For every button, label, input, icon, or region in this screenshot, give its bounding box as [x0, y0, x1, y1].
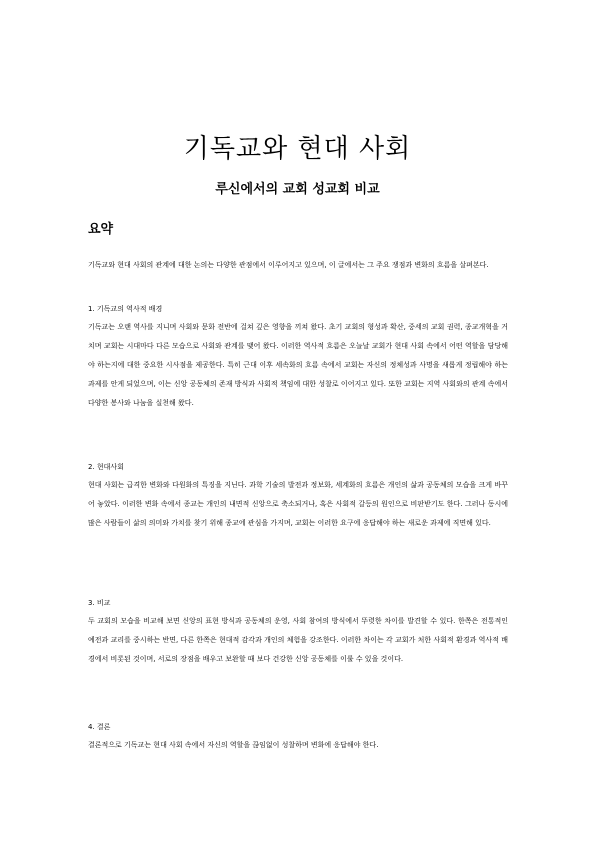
intro-paragraph: 기독교와 현대 사회의 관계에 대한 논의는 다양한 관점에서 이루어지고 있으며, 이 글에서는 그 주요 쟁점과 변화의 흐름을 살펴본다.: [88, 261, 489, 269]
section-heading-2: 2. 현대사회: [88, 463, 124, 471]
section-heading-3: 3. 비교: [88, 599, 111, 607]
section-heading-1: 1. 기독교의 역사적 배경: [88, 305, 163, 313]
document-subtitle: 루신에서의 교회 성교회 비교: [215, 182, 380, 197]
section-body-2: 현대 사회는 급격한 변화와 다원화의 특징을 지닌다. 과학 기술의 발전과 정보화, 세계화의 흐름은 개인의 삶과 공동체의 모습을 크게 바꾸어 놓았다. 이러한 변화 속에서 종교는 개인의 내면적 신앙으로 축소되거나, 혹은 사회적 갈등의 원인으로 비판받기도 한다. 그러나 동시에 많은 사람들이 삶의 의미와 가치를 찾기 위해 종교에 관심을 가지며, 교회는 이러한 요구에 응답해야 하는 새로운 과제에 직면해 있다.: [88, 481, 508, 527]
document-title: 기독교와 현대 사회: [183, 134, 412, 164]
section-body-1: 기독교는 오랜 역사를 지니며 사회와 문화 전반에 걸쳐 깊은 영향을 끼쳐 왔다. 초기 교회의 형성과 확산, 중세의 교회 권력, 종교개혁을 거치며 교회는 시대마다 다른 모습으로 사회와 관계를 맺어 왔다. 이러한 역사적 흐름은 오늘날 교회가 현대 사회 속에서 어떤 역할을 담당해야 하는지에 대한 중요한 시사점을 제공한다. 특히 근대 이후 세속화의 흐름 속에서 교회는 자신의 정체성과 사명을 새롭게 정립해야 하는 과제를 안게 되었으며, 이는 신앙 공동체의 존재 방식과 사회적 책임에 대한 성찰로 이어지고 있다. 또한 교회는 지역 사회와의 관계 속에서 다양한 봉사와 나눔을 실천해 왔다.: [88, 323, 508, 407]
section-body-4: 결론적으로 기독교는 현대 사회 속에서 자신의 역할을 끊임없이 성찰하며 변화에 응답해야 한다.: [88, 741, 379, 749]
section-label: 요약: [88, 222, 114, 237]
section-heading-4: 4. 결론: [88, 723, 111, 731]
section-body-3: 두 교회의 모습을 비교해 보면 신앙의 표현 방식과 공동체의 운영, 사회 참여의 방식에서 뚜렷한 차이를 발견할 수 있다. 한쪽은 전통적인 예전과 교리를 중시하는 반면, 다른 한쪽은 현대적 감각과 개인의 체험을 강조한다. 이러한 차이는 각 교회가 처한 사회적 환경과 역사적 배경에서 비롯된 것이며, 서로의 장점을 배우고 보완할 때 보다 건강한 신앙 공동체를 이룰 수 있을 것이다.: [88, 617, 508, 663]
